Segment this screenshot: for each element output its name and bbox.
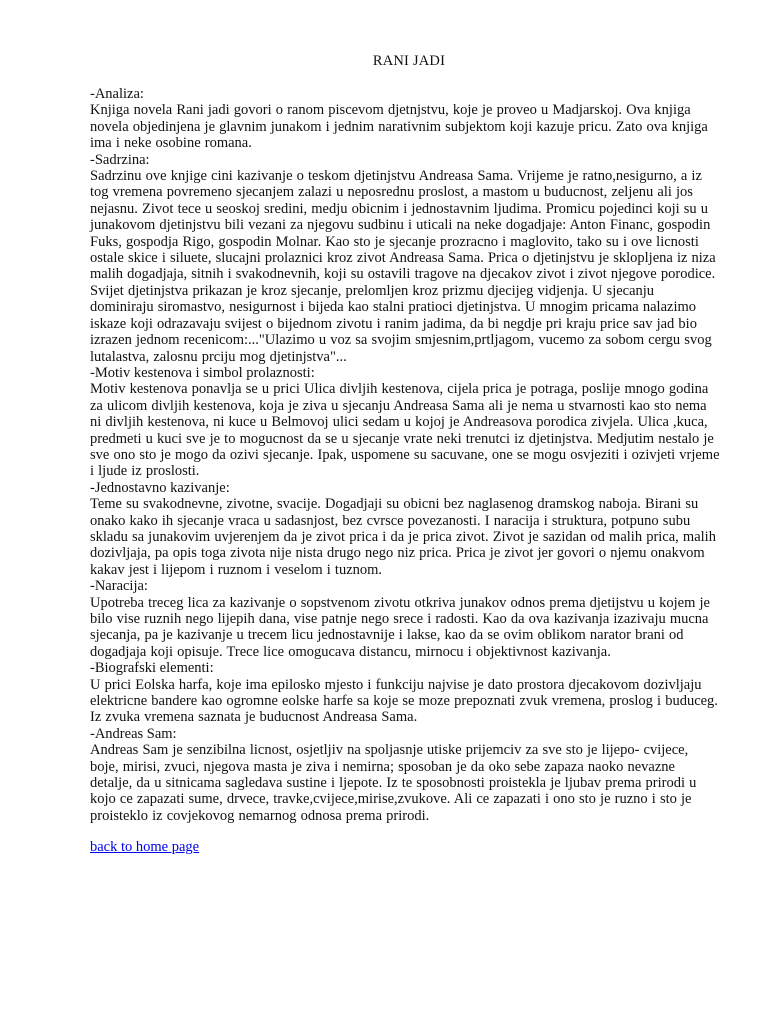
- section-heading: -Andreas Sam:: [90, 725, 177, 742]
- section-text: Sadrzinu ove knjige cini kazivanje o teskom djetinjstvu Andreasa Sama. Vrijeme je ratno,nesigurno, a iz tog vremena povremeno sjecanjem zalazi u neposrednu proslost, a mastom u buducnost, zeljenu ali jos nejasnu. Zivot tece u seoskoj sredini, medju obicnim i jednostavnim ljudima. Promicu pojedinci koji su u junakovom djetinjstvu bili vezani za njegovu sudbinu i uticali na neke dogadjaje: Anton Financ, gospodin Fuks, gospodja Rigo, gospodin Molnar. Kao sto je sjecanje prozracno i maglovito, tako su i ove licnosti ostale skice i siluete, slucajni prolaznici kroz zivot Andreasa Sama. Prica o djetinjstvu je sklopljena iz niza malih dogadjaja, sitnih i svakodnevnih, koji su ostavili tragove na djecakov zivot i zivot njegove porodice. Svijet djetinjstva prikazan je kroz sjecanje, prelomljen kroz prizmu djecijeg vidjenja. U sjecanju dominiraju siromastvo, nesigurnost i bijeda kao stalni pratioci djetinjstva. U mnogim pricama nalazimo iskaze koji odrazavaju svijest o bijednom zivotu i ranim jadima, da bi negdje pri kraju price sav jad bio izrazen jednom recenicom:..."Ulazimo u voz sa svojim smjesnim,prtljagom, vucemo za sobom cergu svog lutalastva, zalosnu prciju mog djetinjstva"...: [90, 168, 716, 365]
- section-heading: -Sadrzina:: [90, 151, 150, 168]
- section-sadrzina: [90, 152, 720, 365]
- section-text: Upotreba treceg lica za kazivanje o sopstvenom zivotu otkriva junakov odnos prema djetijstvu u kojem je bilo vise ruznih nego lijepih dana, vise patnje nego srece i radosti. Kao da ova kazivanja izazivaju mucna sjecanja, pa je kazivanje u trecem licu jednostavnije i lakse, kao da se ovim oblikom narator brani od dogadjaja koji opisuje. Trece lice omogucava distancu, mirnocu i objektivnost kazivanja.: [90, 594, 710, 660]
- page-title: RANI JADI: [372, 53, 446, 69]
- section-text: Andreas Sam je senzibilna licnost, osjetljiv na spoljasnje utiske prijemciv za sve sto je lijepo- cvijece, boje, mirisi, zvuci, njegova masta je ziva i nemirna; sposoban je da oko sebe zapaza naoko nevazne detalje, da u sitnicama sagledava sustine i ljepote. Iz te sposobnosti proistekla je ljubav prema prirodi u kojo ce zapazati sume, drvece, travke,cvijece,mirise,zvukove. Ali ce zapazati i ono sto je ruzno i sto je proisteklo iz covjekovog nemarnog odnosa prema prirodi.: [90, 742, 697, 824]
- section-biografski-elementi: [90, 660, 720, 726]
- section-analiza: [90, 86, 720, 152]
- section-naracija: [90, 578, 720, 660]
- section-heading: -Biografski elementi:: [90, 660, 214, 677]
- section-heading: -Analiza:: [90, 86, 144, 102]
- section-text: Motiv kestenova ponavlja se u prici Ulica divljih kestenova, cijela prica je potraga, poslije mnogo godina za ulicom divljih kestenova, koja je ziva u sjecanju Andreasa Sama ali je nema u stvarnosti kao sto nema ni divljih kestenova, ni kuce u Belmovoj ulici sedam u kojoj je Andreasova porodica zivjela. Ulica ,kuca, predmeti u kuci sve je to mogucnost da se u sjecanje vrate neki trenutci iz djetinjstva. Medjutim nestalo je sve ono sto je mogo da ozivi sjecanje. Ipak, uspomene su sacuvane, one se mogu osvjeziti i ozivjeti vrjeme i ljude iz proslosti.: [90, 381, 720, 480]
- back-to-home-link[interactable]: back to home page: [90, 839, 200, 856]
- section-andreas-sam: [90, 726, 720, 824]
- section-text: U prici Eolska harfa, koje ima epilosko mjesto i funkciju najvise je dato prostora djecakovom dozivljaju elektricne bandere kao ogromne eolske harfe sa koje se moze prepoznati zvuk vremena, proslog i buduceg. Iz zvuka vremena saznata je buducnost Andreasa Sama.: [90, 676, 718, 726]
- section-jednostavno-kazivanje: [90, 480, 720, 578]
- section-text: Teme su svakodnevne, zivotne, svacije. Dogadjaji su obicni bez naglasenog dramskog naboja. Birani su onako kako ih sjecanje vraca u sadasnjost, bez cvrsce povezanosti. I naracija i struktura, potpuno subu skladu sa junakovim uvjerenjem da je zivot prica i da je prica zivot. Zivot je sazidan od malih prica, malih dozivljaja, pa opis toga zivota nije nista drugo nego niz prica. Prica je zivot jer govori o njemu onakvom kakav jest i lijepom i ruznom i veselom i tuznom.: [90, 496, 716, 578]
- section-heading: -Jednostavno kazivanje:: [90, 479, 230, 496]
- section-motiv-kestenova: [90, 365, 720, 480]
- section-heading: -Naracija:: [90, 578, 148, 595]
- section-text: Knjiga novela Rani jadi govori o ranom piscevom djetnjstvu, koje je proveo u Madjarskoj. Ova knjiga novela objedinjena je glavnim junakom i jednim narativnim subjektom koji kazuje pricu. Zato ova knjiga ima i neke osobine romana.: [90, 102, 708, 152]
- section-heading: -Motiv kestenova i simbol prolaznosti:: [90, 364, 315, 381]
